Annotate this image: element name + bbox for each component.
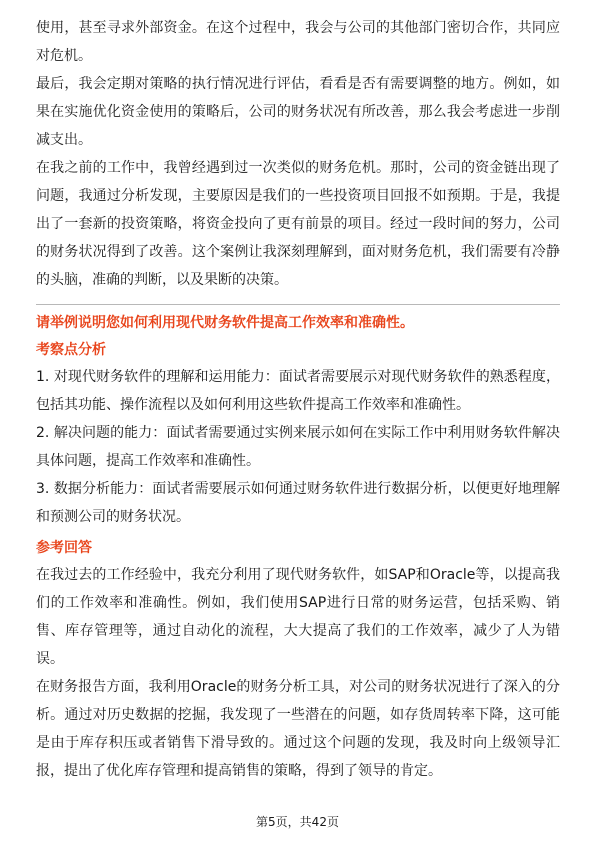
analysis-item: 2. 解决问题的能力：面试者需要通过实例来展示如何在实际工作中利用财务软件解决具体问题，提高工作效率和准确性。 [36, 425, 560, 469]
analysis-item: 3. 数据分析能力：面试者需要展示如何通过财务软件进行数据分析，以便更好地理解和预测公司的财务状况。 [36, 481, 560, 525]
body-paragraph: 在我之前的工作中，我曾经遇到过一次类似的财务危机。那时，公司的资金链出现了问题，我通过分析发现，主要原因是我们的一些投资项目回报不如预期。于是，我提出了一套新的投资策略，将资金投向了更有前景的项目。经过一段时间的努力，公司的财务状况得到了改善。这个案例让我深刻理解到，面对财务危机，我们需要有冷静的头脑，准确的判断，以及果断的决策。 [36, 160, 560, 288]
question-title: 请举例说明您如何利用现代财务软件提高工作效率和准确性。 [36, 315, 414, 331]
analysis-heading: 考察点分析 [36, 342, 106, 358]
page-number: 第5页，共42页 [256, 815, 339, 829]
document-page [36, 14, 560, 785]
answer-paragraph: 在财务报告方面，我利用Oracle的财务分析工具，对公司的财务状况进行了深入的分析。通过对历史数据的挖掘，我发现了一些潜在的问题，如存货周转率下降，这可能是由于库存积压或者销售下滑导致的。通过这个问题的发现，我及时向上级领导汇报，提出了优化库存管理和提高销售的策略，得到了领导的肯定。 [36, 679, 560, 779]
analysis-item: 1. 对现代财务软件的理解和运用能力：面试者需要展示对现代财务软件的熟悉程度，包括其功能、操作流程以及如何利用这些软件提高工作效率和准确性。 [36, 369, 560, 413]
body-paragraph: 最后，我会定期对策略的执行情况进行评估，看看是否有需要调整的地方。例如，如果在实施优化资金使用的策略后，公司的财务状况有所改善，那么我会考虑进一步削减支出。 [36, 76, 560, 148]
answer-paragraph: 在我过去的工作经验中，我充分利用了现代财务软件，如SAP和Oracle等，以提高我们的工作效率和准确性。例如，我们使用SAP进行日常的财务运营，包括采购、销售、库存管理等，通过自动化的流程，大大提高了我们的工作效率，减少了人为错误。 [36, 567, 560, 667]
body-paragraph: 使用，甚至寻求外部资金。在这个过程中，我会与公司的其他部门密切合作，共同应对危机。 [36, 20, 560, 64]
section-divider [36, 304, 560, 305]
answer-heading: 参考回答 [36, 540, 92, 556]
